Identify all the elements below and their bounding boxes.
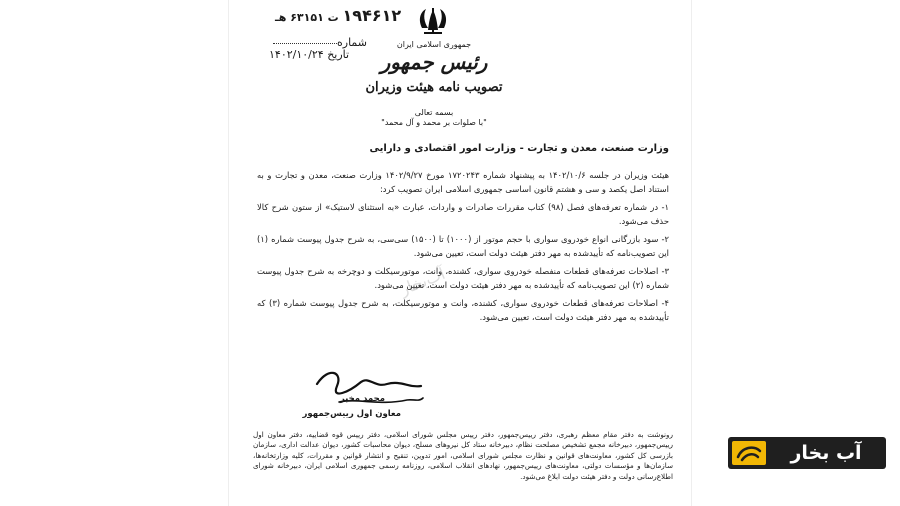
document-type: تصویب نامه هیئت وزیران — [365, 80, 503, 95]
decree-document — [228, 0, 692, 506]
date-field — [269, 48, 349, 61]
clause-1: ۱- در شماره تعرفه‌های فصل (۹۸) کتاب مقررات صادرات و واردات، عبارت «به استثنای لاستیک» از ستون شرح کالا حذف می‌شود. — [257, 202, 669, 226]
date-value: ۱۴۰۲/۱۰/۲۴ — [269, 48, 324, 61]
basmala: بسمه تعالی — [414, 108, 454, 117]
number-label: شماره — [337, 36, 368, 49]
carbon-copy-list: رونوشت به دفتر مقام معظم رهبری، دفتر رییس‌جمهور، دفتر رییس مجلس شورای اسلامی، دفتر رییس قوه قضاییه، دفتر معاون اول رییس‌جمهور، دبیرخانه مجمع تشخیص مصلحت نظام، دبیرخانه ستاد کل نیروهای مسلح، دیوان محاسبات کشور، دیوان عدالت اداری، سازمان بازرسی کل کشور، معاونت‌های قوانین و نظارت مجلس شورای اسلامی، امور تدوین، تنقیح و انتشار قوانین و مقررات، کلیه وزارتخانه‌ها، سازمان‌ها و مؤسسات دولتی، معاونت‌های رییس‌جمهور، نهادهای انقلاب اسلامی، روزنامه رسمی جمهوری اسلامی ایران، دبیرخانه شورای اطلاع‌رسانی دولت و دفتر هیئت دولت ابلاغ می‌شود. — [253, 430, 673, 481]
drop-swirl-icon — [732, 441, 766, 465]
clause-4: ۴- اصلاحات تعرفه‌های قطعات خودروی سواری، کشنده، وانت و موتورسیکلت، به شرح جدول پیوست شماره (۳) که تأییدشده به مهر دفتر هیئت دولت است، تعیین می‌شود. — [257, 298, 669, 322]
logo-mark-icon — [732, 441, 766, 465]
salavat: "با صلوات بر محمد و آل محمد" — [381, 118, 487, 127]
reg-number-value: ۱۹۴۶۱۲ — [342, 6, 402, 25]
iran-emblem-icon — [416, 6, 450, 38]
registration-number — [275, 6, 401, 25]
number-dotted-line — [273, 43, 337, 44]
country-name: جمهوری اسلامی ایران — [396, 40, 472, 49]
clause-2: ۲- سود بازرگانی انواع خودروی سواری با حجم موتور از (۱۰۰۰) تا (۱۵۰۰) سی‌سی، به شرح جدول پیوست شماره (۱) این تصویب‌نامه که تأییدشده به مهر دفتر هیئت دولت است، تعیین می‌شود. — [257, 234, 669, 258]
recipients-line: وزارت صنعت، معدن و تجارت - وزارت امور اقتصادی و دارایی — [369, 143, 669, 154]
clause-3: ۳- اصلاحات تعرفه‌های قطعات منفصله خودروی سواری، کشنده، وانت، موتورسیکلت و دوچرخه به شرح جدول پیوست شماره (۲) این تصویب‌نامه که تأییدشده به مهر دفتر هیئت دولت است، تعیین می‌شود. — [257, 266, 669, 290]
signer-name: محمد مخبر — [339, 394, 385, 404]
watermark: آب‌بخار — [397, 263, 448, 300]
decree-body — [257, 168, 669, 328]
date-label: تاریخ — [327, 48, 350, 61]
logo-text: آب بخار — [790, 442, 862, 464]
signer-title: معاون اول رییس‌جمهور — [302, 409, 401, 419]
reg-number-suffix: ت ۶۳۱۵۱ هـ — [275, 11, 339, 24]
office-title: رئیس جمهور — [380, 50, 488, 74]
site-logo[interactable] — [728, 437, 886, 469]
intro-paragraph: هیئت وزیران در جلسه ۱۴۰۲/۱۰/۶ به پیشنهاد شماره ۱۷۲۰۲۴۳ مورخ ۱۴۰۲/۹/۲۷ وزارت صنعت، معدن و تجارت و به استناد اصل یکصد و سی و هشتم قانون اساسی جمهوری اسلامی ایران تصویب کرد: — [257, 170, 670, 194]
